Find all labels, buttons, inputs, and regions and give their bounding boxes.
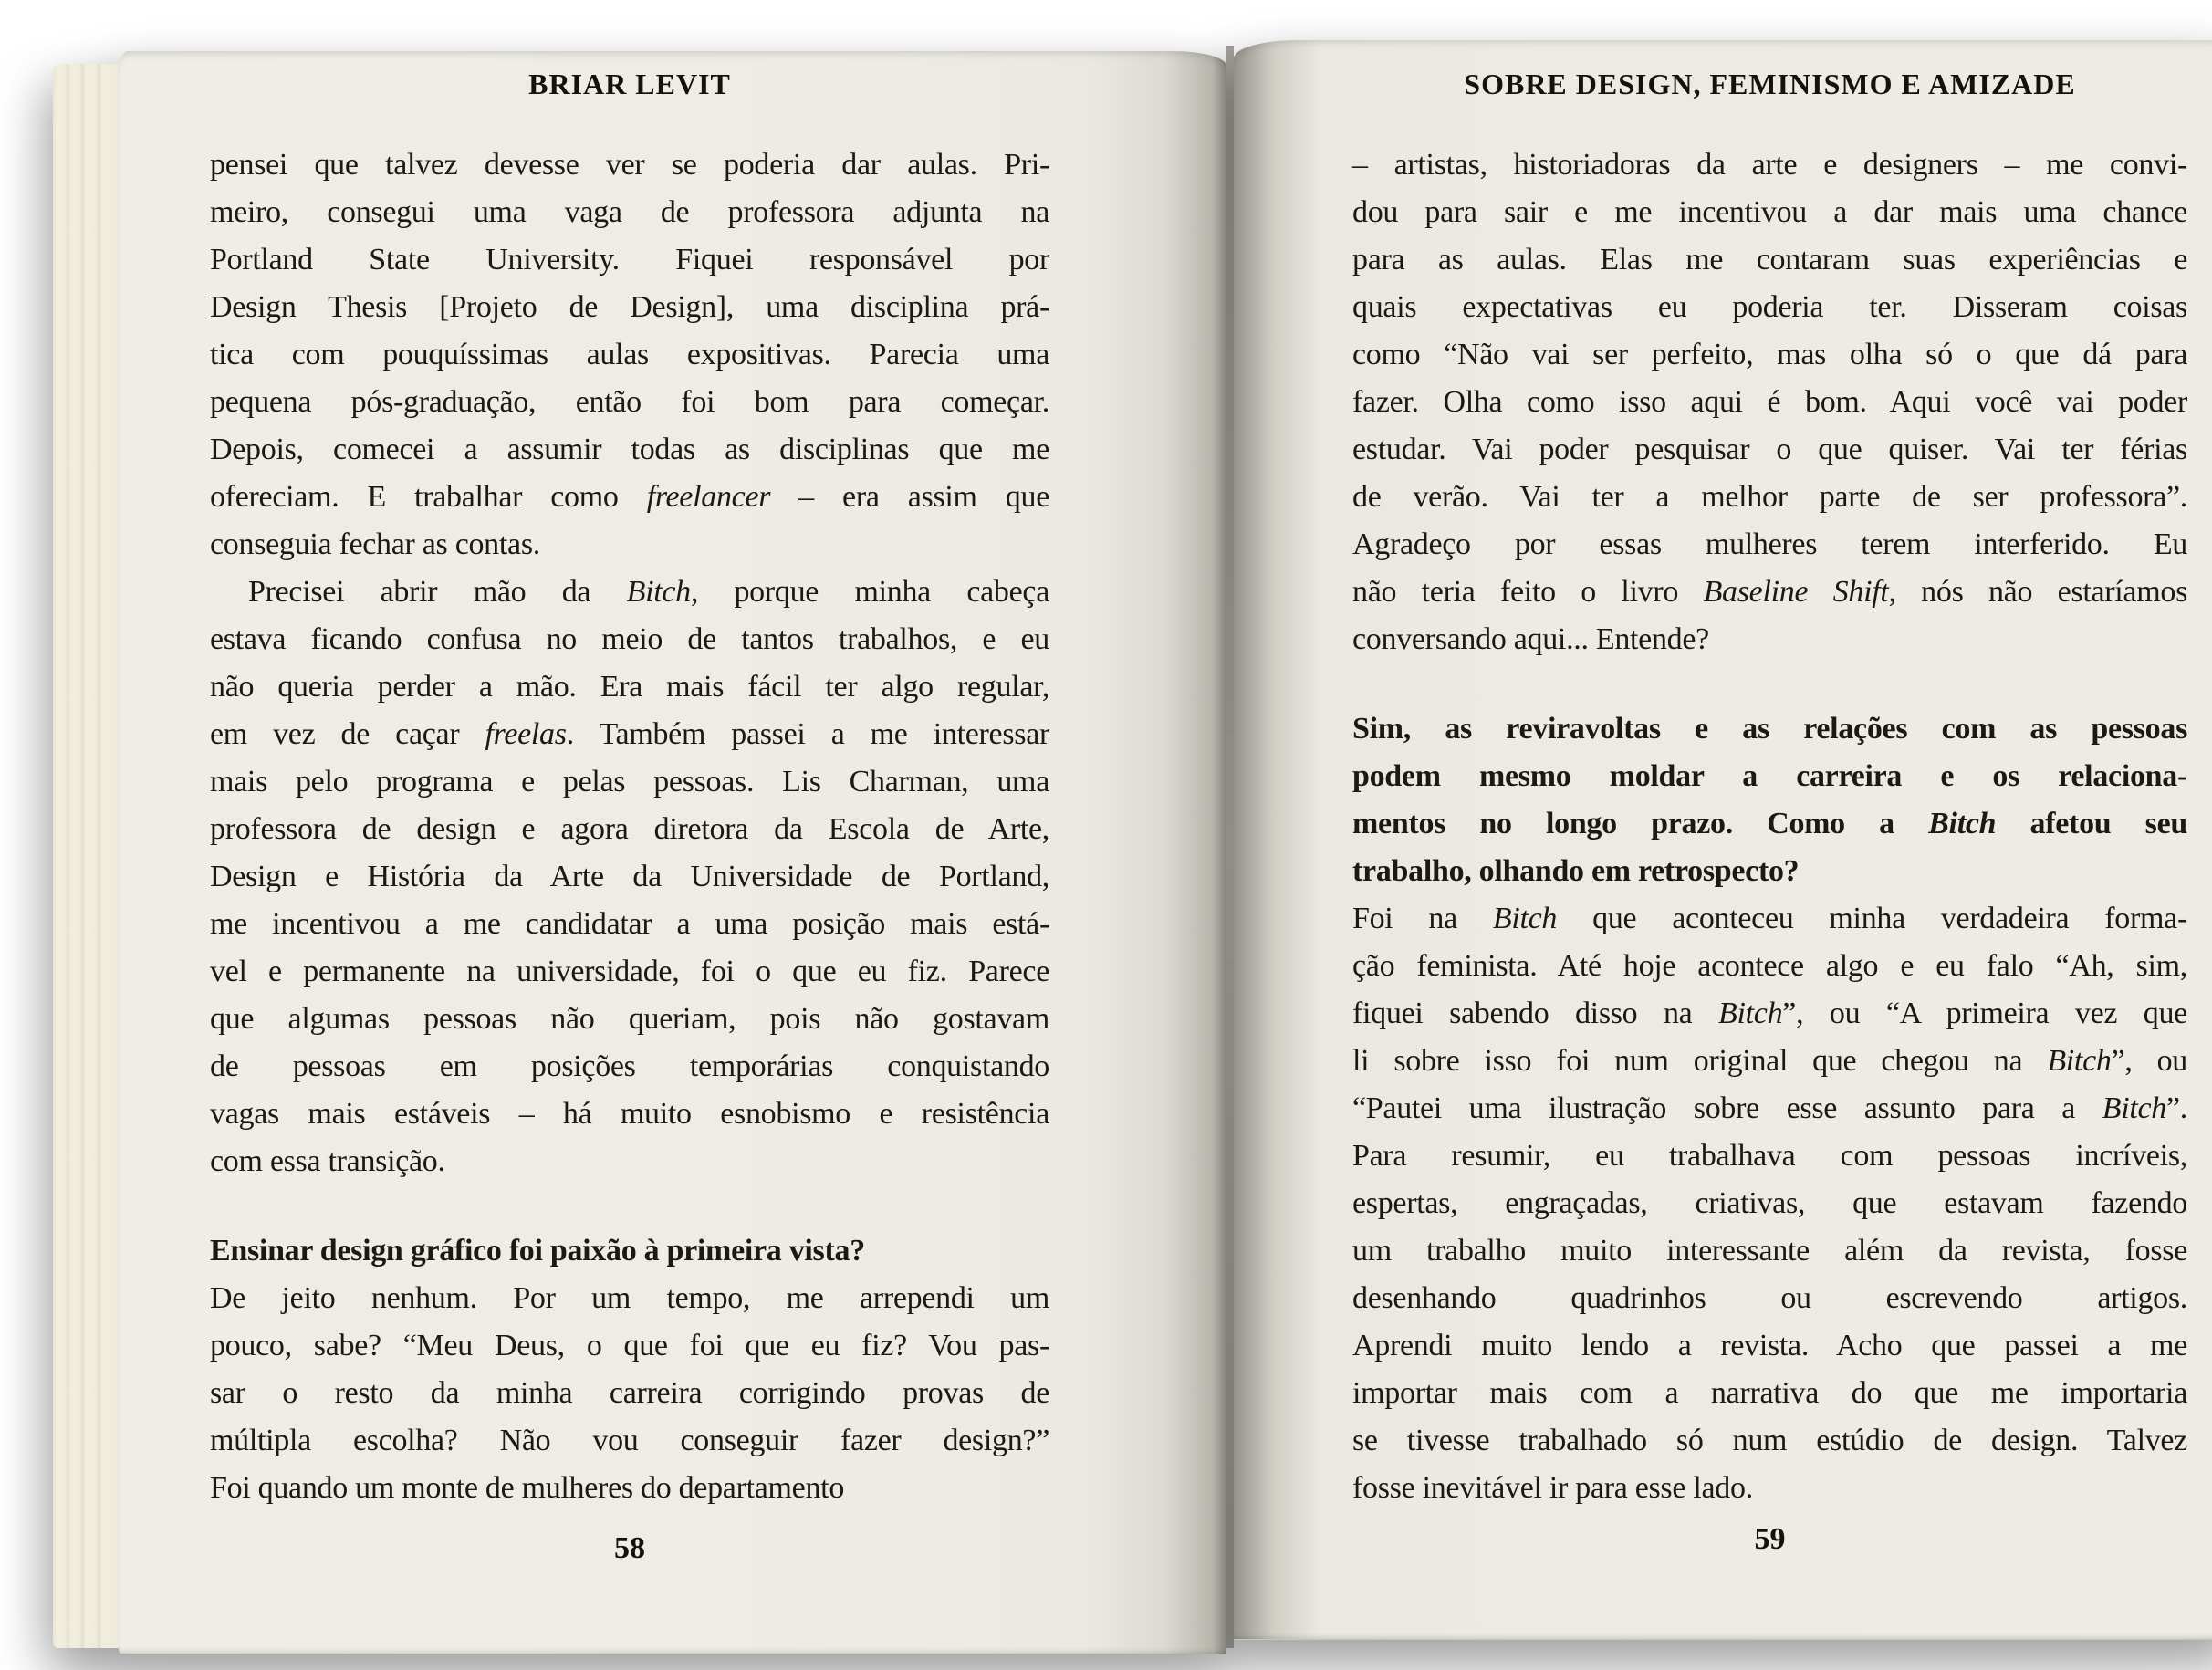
text-line: Aprendi muito lendo a revista. Acho que passei a me [1352,1329,2187,1362]
gutter-shadow-right [1234,40,1320,1639]
text-line: – artistas, historiadoras da arte e designers – me convi- [1352,148,2187,182]
interview-question [210,1227,1049,1275]
paragraph [210,569,1049,1185]
text-line: um trabalho muito interessante além da revista, fosse [1352,1234,2187,1268]
left-page-content [210,68,1049,1619]
text-line: múltipla escolha? Não vou conseguir fazer design?” [210,1424,1049,1457]
text-line: pouco, sabe? “Meu Deus, o que foi que eu fiz? Vou pas- [210,1329,1049,1362]
text-line: mentos no longo prazo. Como a Bitch afetou seu [1352,807,2188,840]
text-line: sar o resto da minha carreira corrigindo provas de [210,1376,1049,1410]
text-line: Ensinar design gráfico foi paixão à primeira vista? [210,1234,865,1268]
text-line: de pessoas em posições temporárias conquistando [210,1049,1049,1083]
paragraph-gap [210,1185,1049,1227]
text-line: fazer. Olha como isso aqui é bom. Aqui você vai poder [1352,385,2187,419]
text-line: conversando aqui... Entende? [1352,622,1709,656]
stacked-page-edges [53,64,120,1648]
text-line: com essa transição. [210,1144,445,1178]
text-line: Sim, as reviravoltas e as relações com as pessoas [1352,712,2187,746]
text-line: vagas mais estáveis – há muito esnobismo e resistência [210,1097,1049,1131]
text-line: não teria feito o livro Baseline Shift, nós não estaríamos [1352,575,2187,609]
text-line: fiquei sabendo disso na Bitch”, ou “A primeira vez que [1352,997,2187,1030]
text-line: me incentivou a me candidatar a uma posição mais está- [210,907,1049,941]
text-line: fosse inevitável ir para esse lado. [1352,1471,1753,1505]
text-line: Agradeço por essas mulheres terem interferido. Eu [1352,527,2187,561]
paragraph [1352,141,2187,663]
text-line: se tivesse trabalhado só num estúdio de design. Talvez [1352,1424,2187,1457]
interview-question [1352,705,2187,895]
text-line: li sobre isso foi num original que chegou na Bitch”, ou [1352,1044,2188,1078]
text-line: Para resumir, eu trabalhava com pessoas incríveis, [1352,1139,2187,1173]
text-line: quais expectativas eu poderia ter. Disseram coisas [1352,290,2187,324]
paragraph [210,141,1049,569]
running-header-left: BRIAR LEVIT [528,68,731,100]
text-line: conseguia fechar as contas. [210,527,540,561]
text-line: trabalho, olhando em retrospecto? [1352,854,1800,888]
text-line: De jeito nenhum. Por um tempo, me arrependi um [210,1281,1049,1315]
text-line: Depois, comecei a assumir todas as disciplinas que me [210,433,1049,466]
left-page [119,51,1226,1654]
text-line: em vez de caçar freelas. Também passei a me interessar [210,717,1050,751]
text-line: desenhando quadrinhos ou escrevendo artigos. [1352,1281,2187,1315]
text-line: estava ficando confusa no meio de tantos trabalhos, e eu [210,622,1049,656]
text-line: Foi quando um monte de mulheres do departamento [210,1471,845,1505]
right-page-body [1352,141,2187,1512]
text-line: de verão. Vai ter a melhor parte de ser professora”. [1352,480,2187,514]
page-number-right: 59 [1754,1522,1786,1556]
text-line: pequena pós-graduação, então foi bom para começar. [210,385,1049,419]
paragraph [210,1275,1049,1512]
text-line: Precisei abrir mão da Bitch, porque minha cabeça [248,575,1049,609]
text-line: espertas, engraçadas, criativas, que estavam fazendo [1352,1186,2187,1220]
left-page-body [210,141,1049,1512]
text-line: pensei que talvez devesse ver se poderia dar aulas. Pri- [210,148,1049,182]
text-line: que algumas pessoas não queriam, pois não gostavam [210,1002,1049,1036]
text-line: Portland State University. Fiquei responsável por [210,243,1049,277]
text-line: como “Não vai ser perfeito, mas olha só o que dá para [1352,338,2187,371]
text-line: não queria perder a mão. Era mais fácil ter algo regular, [210,670,1049,704]
gutter-shadow-left [1090,51,1226,1654]
text-line: meiro, consegui uma vaga de professora adjunta na [210,195,1049,229]
text-line: importar mais com a narrativa do que me importaria [1352,1376,2187,1410]
text-line: estudar. Vai poder pesquisar o que quiser. Vai ter férias [1352,433,2187,466]
text-line: podem mesmo moldar a carreira e os relaciona- [1352,759,2187,793]
paragraph-gap [1352,663,2187,705]
text-line: Design e História da Arte da Universidade de Portland, [210,860,1049,893]
text-line: Design Thesis [Projeto de Design], uma disciplina prá- [210,290,1049,324]
page-number-left: 58 [614,1531,645,1565]
spine-crease [1226,46,1234,1648]
right-page [1234,40,2212,1640]
text-line: mais pelo programa e pelas pessoas. Lis Charman, uma [210,765,1049,798]
running-header-right: SOBRE DESIGN, FEMINISMO E AMIZADE [1464,68,2076,100]
text-line: ção feminista. Até hoje acontece algo e eu falo “Ah, sim, [1352,949,2187,983]
text-line: vel e permanente na universidade, foi o que eu fiz. Parece [210,955,1049,988]
text-line: para as aulas. Elas me contaram suas experiências e [1352,243,2187,277]
text-line: “Pautei uma ilustração sobre esse assunto para a Bitch”. [1352,1091,2187,1125]
text-line: professora de design e agora diretora da Escola de Arte, [210,812,1049,846]
text-line: ofereciam. E trabalhar como freelancer – era assim que [210,480,1049,514]
text-line: Foi na Bitch que aconteceu minha verdadeira forma- [1352,902,2187,935]
text-line: tica com pouquíssimas aulas expositivas. Parecia uma [210,338,1049,371]
right-page-content [1352,68,2187,1610]
text-line: dou para sair e me incentivou a dar mais uma chance [1352,195,2187,229]
open-book [53,15,2186,1644]
paragraph [1352,895,2187,1512]
